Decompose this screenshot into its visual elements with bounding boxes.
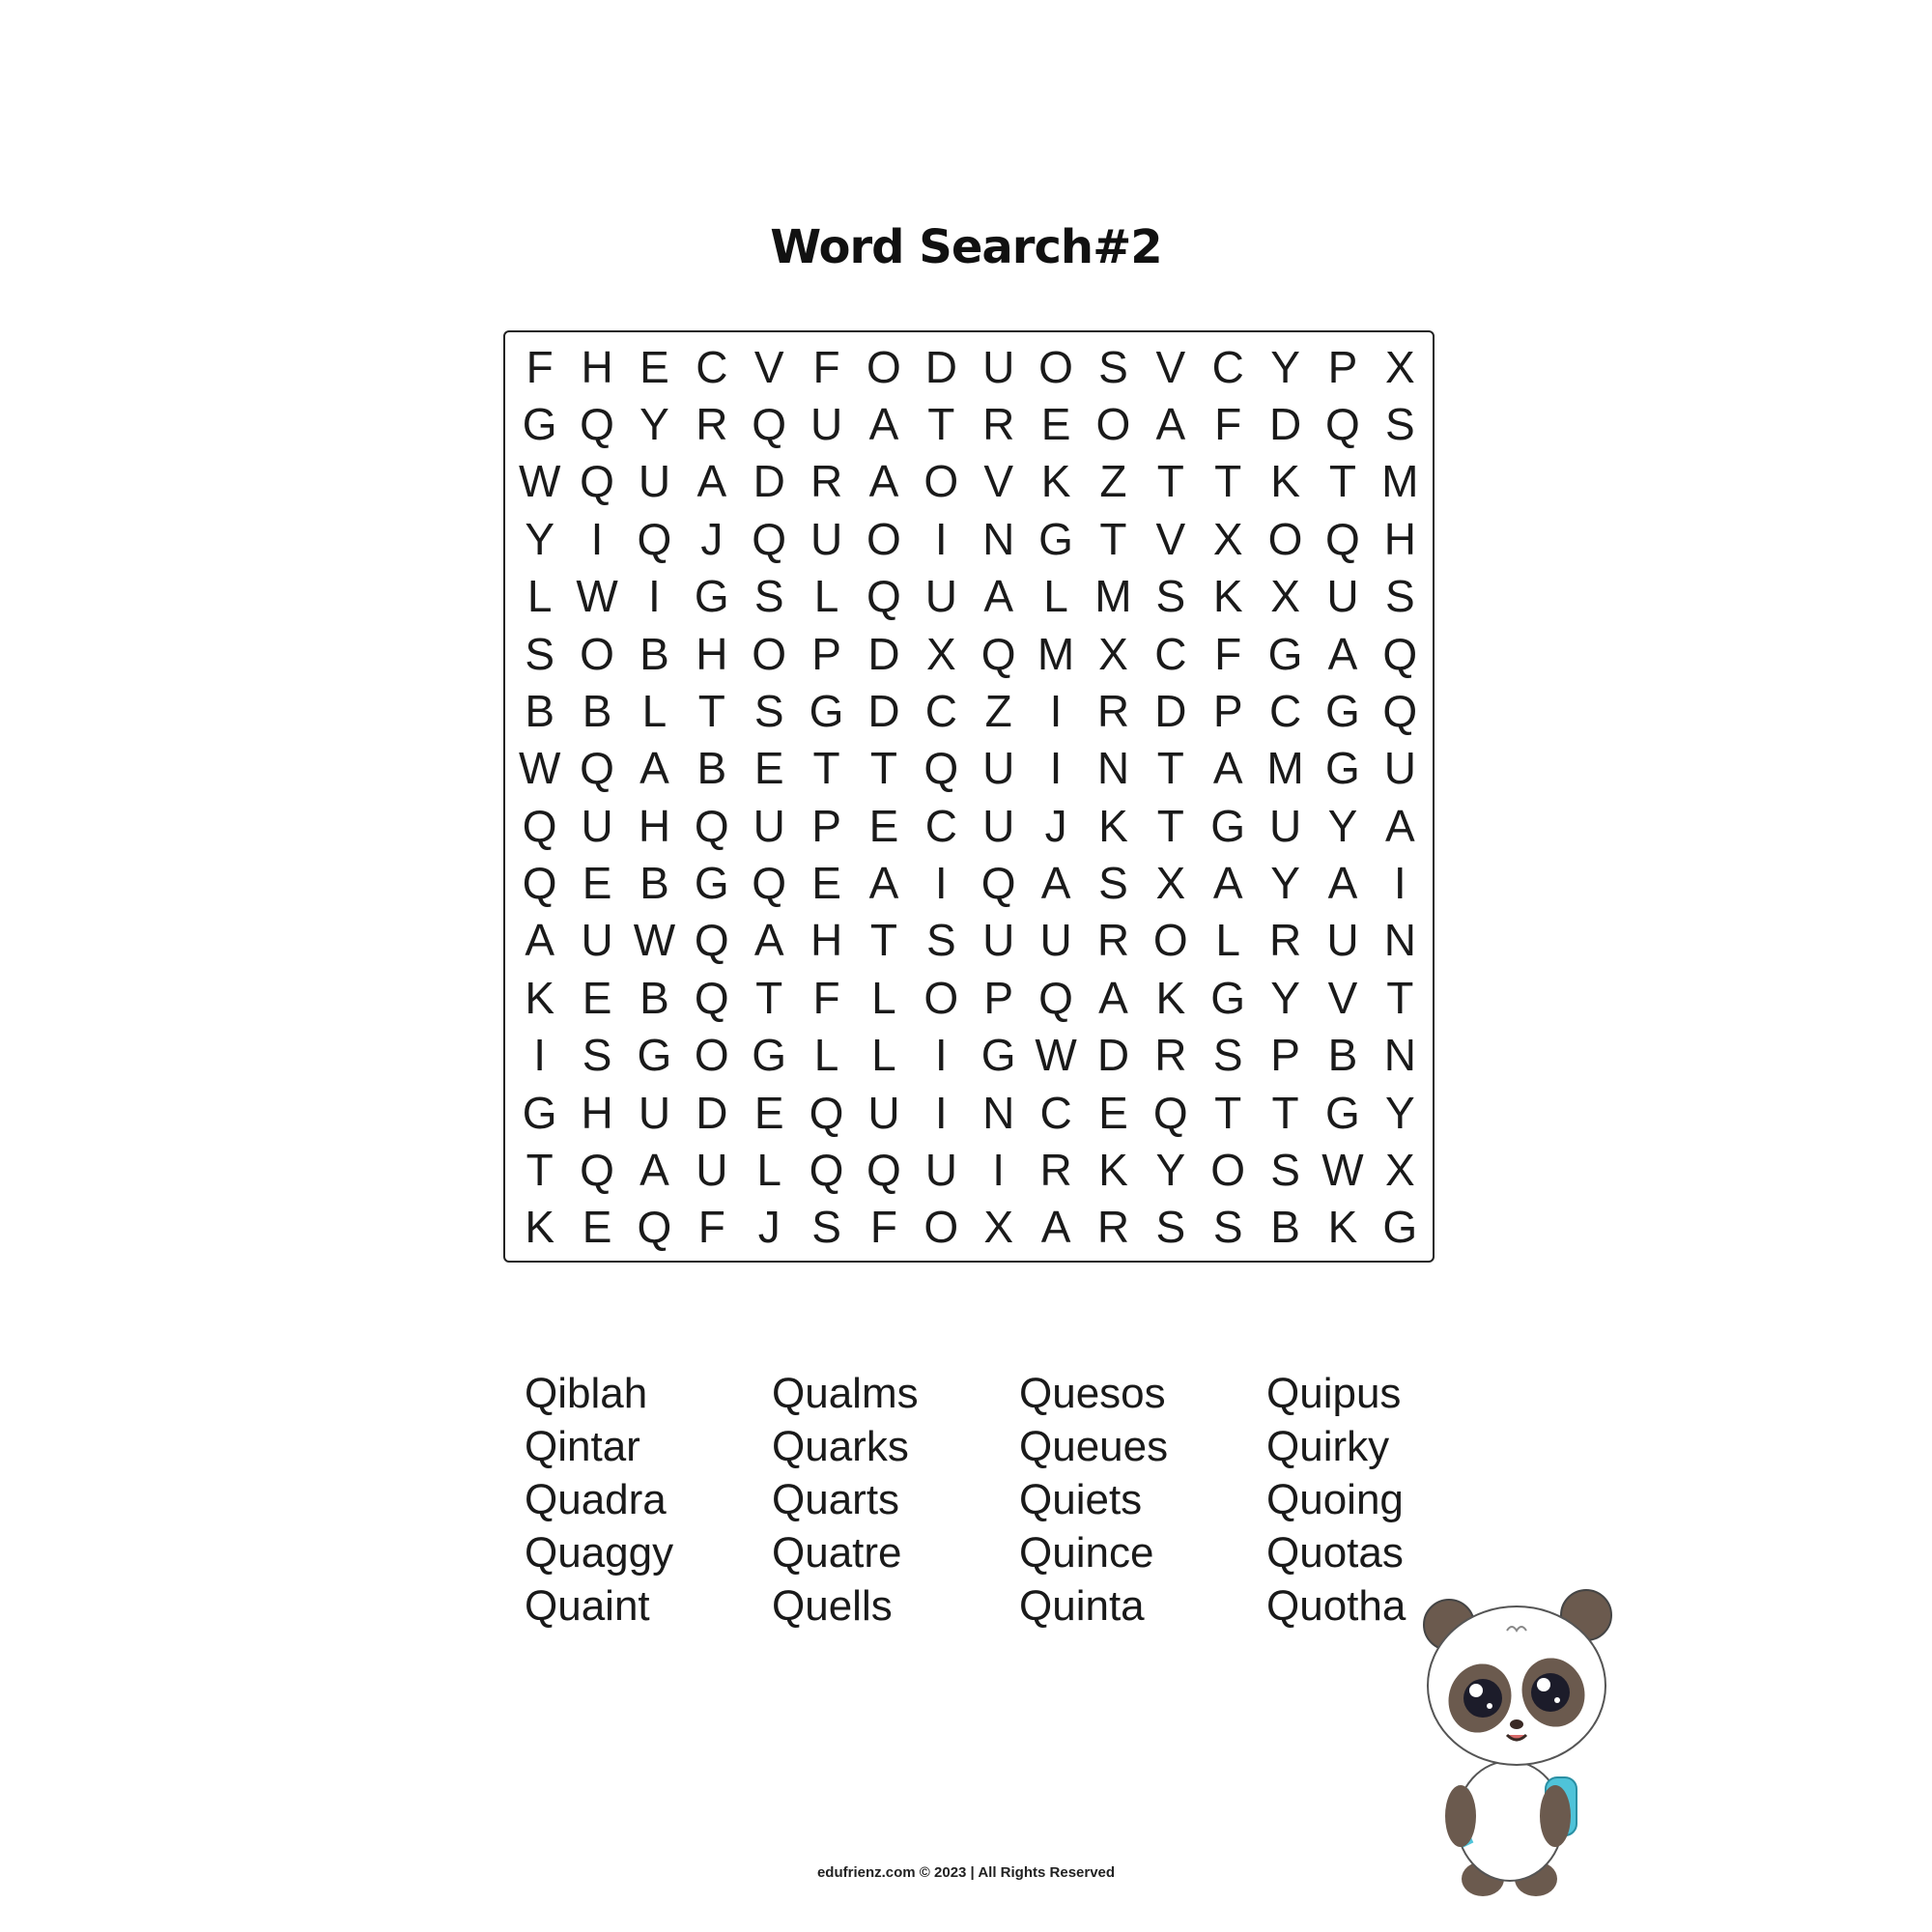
grid-letter-cell[interactable]: U	[1383, 743, 1416, 794]
grid-letter-cell[interactable]: A	[696, 456, 727, 507]
grid-letter-cell[interactable]: C	[1211, 341, 1244, 392]
grid-letter-cell[interactable]: Q	[980, 858, 1016, 909]
grid-letter-cell[interactable]: B	[639, 628, 669, 679]
grid-letter-cell[interactable]: X	[925, 628, 956, 679]
grid-letter-cell[interactable]: Q	[752, 513, 787, 564]
grid-letter-cell[interactable]: V	[1155, 341, 1186, 392]
grid-letter-cell[interactable]: Y	[1155, 1144, 1186, 1195]
grid-letter-cell[interactable]: U	[1039, 915, 1072, 966]
grid-letter-cell[interactable]: U	[810, 513, 843, 564]
grid-letter-cell[interactable]: U	[867, 1087, 900, 1138]
word-list-item: Quotha	[1266, 1582, 1406, 1630]
grid-letter-cell[interactable]: A	[1155, 399, 1186, 450]
grid-letter-cell[interactable]: O	[923, 972, 959, 1023]
grid-letter-cell[interactable]: G	[980, 1030, 1016, 1081]
grid-letter-cell[interactable]: T	[1386, 972, 1414, 1023]
grid-letter-cell[interactable]: K	[1212, 571, 1243, 622]
grid-letter-cell[interactable]: Q	[580, 456, 614, 507]
grid-letter-cell[interactable]: J	[700, 513, 724, 564]
grid-letter-cell[interactable]: P	[1270, 1030, 1300, 1081]
grid-letter-cell[interactable]: T	[1099, 513, 1127, 564]
grid-letter-cell[interactable]: I	[590, 513, 604, 564]
grid-letter-cell[interactable]: A	[1384, 800, 1415, 851]
grid-letter-cell[interactable]: A	[1212, 858, 1243, 909]
grid-letter-cell[interactable]: U	[581, 915, 613, 966]
copyright-footer: edufrienz.com © 2023 | All Rights Reserved	[816, 1864, 1116, 1881]
grid-letter-cell[interactable]: R	[1154, 1030, 1187, 1081]
grid-letter-cell[interactable]: U	[982, 341, 1015, 392]
grid-letter-cell[interactable]: U	[638, 1087, 671, 1138]
grid-letter-cell[interactable]: A	[1040, 1202, 1071, 1253]
grid-letter-cell[interactable]: D	[1096, 1030, 1130, 1081]
grid-letter-cell[interactable]: L	[813, 571, 839, 622]
grid-letter-cell[interactable]: M	[1266, 743, 1304, 794]
grid-letter-cell[interactable]: Q	[637, 513, 672, 564]
grid-letter-cell[interactable]: Q	[752, 858, 787, 909]
grid-letter-cell[interactable]: U	[924, 1144, 957, 1195]
grid-letter-cell[interactable]: G	[1382, 1202, 1418, 1253]
grid-letter-cell[interactable]: T	[755, 972, 783, 1023]
grid-letter-cell[interactable]: J	[1044, 800, 1067, 851]
grid-letter-cell[interactable]: H	[581, 1087, 613, 1138]
grid-letter-cell[interactable]: F	[812, 972, 840, 1023]
grid-letter-cell[interactable]: R	[1096, 685, 1130, 736]
grid-letter-cell[interactable]: G	[1325, 743, 1360, 794]
grid-letter-cell[interactable]: O	[867, 513, 901, 564]
grid-letter-cell[interactable]: T	[1328, 456, 1356, 507]
grid-letter-cell[interactable]: O	[1152, 915, 1188, 966]
grid-letter-cell[interactable]: L	[756, 1144, 781, 1195]
grid-letter-cell[interactable]: Q	[694, 915, 729, 966]
word-list-item: Qintar	[525, 1423, 640, 1470]
grid-letter-cell[interactable]: R	[1096, 1202, 1130, 1253]
grid-letter-cell[interactable]: I	[934, 1030, 948, 1081]
word-list-item: Quadra	[525, 1476, 667, 1523]
grid-letter-cell[interactable]: H	[696, 628, 728, 679]
grid-letter-cell[interactable]: W	[518, 743, 561, 794]
grid-letter-cell[interactable]: O	[694, 1030, 729, 1081]
grid-letter-cell[interactable]: Q	[580, 743, 614, 794]
word-list-item: Quatre	[772, 1529, 902, 1577]
grid-letter-cell[interactable]: S	[753, 685, 784, 736]
grid-letter-cell[interactable]: G	[752, 1030, 787, 1081]
grid-letter-cell[interactable]: A	[639, 1144, 669, 1195]
grid-letter-cell[interactable]: K	[525, 1202, 555, 1253]
word-list-item: Quiets	[1019, 1476, 1143, 1523]
grid-letter-cell[interactable]: L	[1043, 571, 1068, 622]
grid-letter-cell[interactable]: O	[1095, 399, 1131, 450]
grid-letter-cell[interactable]: S	[1212, 1202, 1243, 1253]
grid-letter-cell[interactable]: O	[752, 628, 787, 679]
grid-letter-cell[interactable]: L	[641, 685, 668, 736]
word-list-item: Quinta	[1019, 1582, 1145, 1630]
grid-letter-cell[interactable]: R	[810, 456, 843, 507]
grid-letter-cell[interactable]: T	[869, 743, 897, 794]
grid-letter-cell[interactable]: B	[582, 685, 612, 736]
grid-letter-cell[interactable]: N	[1383, 915, 1416, 966]
grid-letter-cell[interactable]: I	[992, 1144, 1006, 1195]
grid-letter-cell[interactable]: I	[1049, 743, 1063, 794]
grid-letter-cell[interactable]: O	[923, 456, 959, 507]
grid-letter-cell[interactable]: A	[868, 858, 899, 909]
grid-letter-cell[interactable]: G	[1325, 685, 1360, 736]
grid-letter-cell[interactable]: R	[1039, 1144, 1072, 1195]
grid-letter-cell[interactable]: B	[525, 685, 555, 736]
grid-letter-cell[interactable]: U	[924, 571, 957, 622]
grid-letter-cell[interactable]: D	[867, 685, 900, 736]
grid-letter-cell[interactable]: Q	[637, 1202, 672, 1253]
grid-letter-cell[interactable]: T	[1214, 1087, 1242, 1138]
grid-letter-cell[interactable]: O	[580, 628, 614, 679]
grid-letter-cell[interactable]: U	[982, 915, 1015, 966]
grid-letter-cell[interactable]: L	[813, 1030, 839, 1081]
grid-letter-cell[interactable]: E	[1040, 399, 1071, 450]
panda-mascot-icon	[1410, 1584, 1623, 1903]
grid-letter-cell[interactable]: U	[696, 1144, 728, 1195]
grid-letter-cell[interactable]: O	[1038, 341, 1073, 392]
grid-letter-cell[interactable]: T	[869, 915, 897, 966]
grid-letter-cell[interactable]: S	[525, 628, 555, 679]
grid-letter-cell[interactable]: C	[924, 800, 957, 851]
grid-letter-cell[interactable]: G	[522, 1087, 557, 1138]
word-list-item: Quoing	[1266, 1476, 1404, 1523]
grid-letter-cell[interactable]: U	[1326, 915, 1359, 966]
grid-letter-cell[interactable]: G	[1210, 972, 1246, 1023]
word-list-item: Quotas	[1266, 1529, 1404, 1577]
grid-letter-cell[interactable]: S	[1098, 858, 1128, 909]
grid-letter-cell[interactable]: A	[1327, 628, 1358, 679]
grid-letter-cell[interactable]: P	[1327, 341, 1358, 392]
page-title: Word Search#2	[770, 220, 1162, 274]
grid-letter-cell[interactable]: A	[639, 743, 669, 794]
grid-letter-cell[interactable]: C	[924, 685, 957, 736]
grid-letter-cell[interactable]: S	[811, 1202, 841, 1253]
grid-letter-cell[interactable]: X	[1270, 571, 1300, 622]
grid-letter-cell[interactable]: Q	[1152, 1087, 1188, 1138]
grid-letter-cell[interactable]: K	[1155, 972, 1186, 1023]
grid-letter-cell[interactable]: T	[812, 743, 840, 794]
grid-letter-cell[interactable]: A	[1212, 743, 1243, 794]
grid-letter-cell[interactable]: S	[1384, 399, 1415, 450]
grid-letter-cell[interactable]: X	[1384, 341, 1415, 392]
grid-letter-cell[interactable]: Y	[1270, 858, 1300, 909]
grid-letter-cell[interactable]: J	[757, 1202, 781, 1253]
word-list-item: Quarts	[772, 1476, 900, 1523]
grid-letter-cell[interactable]: X	[1212, 513, 1243, 564]
grid-letter-cell[interactable]: T	[927, 399, 955, 450]
grid-letter-cell[interactable]: D	[753, 456, 785, 507]
word-list-item: Quaint	[525, 1582, 650, 1630]
grid-letter-cell[interactable]: T	[1271, 1087, 1299, 1138]
grid-letter-cell[interactable]: A	[868, 399, 899, 450]
grid-letter-cell[interactable]: M	[1381, 456, 1419, 507]
grid-letter-cell[interactable]: X	[983, 1202, 1014, 1253]
grid-letter-cell[interactable]: Y	[1384, 1087, 1415, 1138]
grid-letter-cell[interactable]: Q	[1325, 513, 1360, 564]
grid-letter-cell[interactable]: P	[811, 628, 841, 679]
grid-letter-cell[interactable]: G	[694, 571, 729, 622]
grid-letter-cell[interactable]: B	[639, 858, 669, 909]
grid-letter-cell[interactable]: A	[525, 915, 555, 966]
grid-letter-cell[interactable]: L	[526, 571, 553, 622]
grid-letter-cell[interactable]: O	[1210, 1144, 1246, 1195]
grid-letter-cell[interactable]: Q	[1382, 628, 1418, 679]
grid-letter-cell[interactable]: A	[1327, 858, 1358, 909]
grid-letter-cell[interactable]: U	[581, 800, 613, 851]
word-list-item: Quells	[772, 1582, 893, 1630]
grid-letter-cell[interactable]: C	[1039, 1087, 1072, 1138]
grid-letter-cell[interactable]: A	[1098, 972, 1128, 1023]
grid-letter-cell[interactable]: Q	[809, 1087, 844, 1138]
grid-letter-cell[interactable]: W	[576, 571, 618, 622]
grid-letter-cell[interactable]: Q	[867, 1144, 901, 1195]
word-list-item: Quaggy	[525, 1529, 674, 1577]
grid-letter-cell[interactable]: R	[1268, 915, 1302, 966]
grid-letter-cell[interactable]: T	[1214, 456, 1242, 507]
grid-letter-cell[interactable]: S	[925, 915, 956, 966]
grid-letter-cell[interactable]: K	[1098, 1144, 1128, 1195]
grid-letter-cell[interactable]: Q	[980, 628, 1016, 679]
grid-letter-cell[interactable]: V	[753, 341, 784, 392]
grid-letter-cell[interactable]: T	[526, 1144, 554, 1195]
grid-letter-cell[interactable]: V	[1327, 972, 1358, 1023]
grid-letter-cell[interactable]: Z	[984, 685, 1012, 736]
grid-letter-cell[interactable]: F	[526, 341, 554, 392]
grid-letter-cell[interactable]: Y	[1270, 972, 1300, 1023]
grid-letter-cell[interactable]: S	[1270, 1144, 1300, 1195]
grid-letter-cell[interactable]: O	[867, 341, 901, 392]
grid-letter-cell[interactable]: X	[1384, 1144, 1415, 1195]
grid-letter-cell[interactable]: E	[753, 743, 784, 794]
word-list-item: Qiblah	[525, 1370, 648, 1417]
grid-letter-cell[interactable]: Y	[1327, 800, 1358, 851]
grid-letter-cell[interactable]: I	[1049, 685, 1063, 736]
word-list	[525, 1367, 1510, 1633]
grid-letter-cell[interactable]: W	[1321, 1144, 1364, 1195]
grid-letter-cell[interactable]: Q	[580, 399, 614, 450]
grid-letter-cell[interactable]: Q	[923, 743, 959, 794]
grid-letter-cell[interactable]: G	[1210, 800, 1246, 851]
grid-letter-cell[interactable]: V	[983, 456, 1014, 507]
grid-letter-cell[interactable]: I	[934, 858, 948, 909]
grid-letter-cell[interactable]: Q	[809, 1144, 844, 1195]
grid-letter-cell[interactable]: U	[753, 800, 785, 851]
grid-letter-cell[interactable]: M	[1094, 571, 1132, 622]
grid-letter-cell[interactable]: H	[1383, 513, 1416, 564]
grid-letter-cell[interactable]: D	[867, 628, 900, 679]
grid-letter-cell[interactable]: A	[868, 456, 899, 507]
grid-letter-cell[interactable]: X	[1098, 628, 1128, 679]
grid-letter-cell[interactable]: V	[1155, 513, 1186, 564]
grid-letter-cell[interactable]: M	[1037, 628, 1075, 679]
grid-letter-cell[interactable]: Y	[639, 399, 669, 450]
grid-letter-cell[interactable]: E	[811, 858, 841, 909]
grid-letter-cell[interactable]: H	[638, 800, 671, 851]
grid-letter-cell[interactable]: G	[1267, 628, 1303, 679]
word-list-item: Queues	[1019, 1423, 1169, 1470]
grid-letter-cell[interactable]: A	[983, 571, 1014, 622]
grid-letter-cell[interactable]: K	[1098, 800, 1128, 851]
grid-letter-cell[interactable]: C	[1154, 628, 1187, 679]
grid-letter-cell[interactable]: F	[697, 1202, 725, 1253]
grid-letter-cell[interactable]: S	[1212, 1030, 1243, 1081]
grid-letter-cell[interactable]: E	[582, 1202, 612, 1253]
grid-letter-cell[interactable]: G	[1325, 1087, 1360, 1138]
grid-letter-cell[interactable]: I	[934, 1087, 948, 1138]
grid-letter-cell[interactable]: T	[1156, 743, 1184, 794]
grid-letter-cell[interactable]: Q	[694, 800, 729, 851]
grid-letter-cell[interactable]: G	[637, 1030, 672, 1081]
grid-letter-cell[interactable]: Q	[522, 858, 557, 909]
word-search-grid-frame	[503, 330, 1435, 1263]
grid-letter-cell[interactable]: Q	[752, 399, 787, 450]
grid-letter-cell[interactable]: E	[1098, 1087, 1128, 1138]
grid-letter-cell[interactable]: P	[811, 800, 841, 851]
grid-letter-cell[interactable]: R	[696, 399, 728, 450]
grid-letter-cell[interactable]: S	[1155, 1202, 1186, 1253]
grid-letter-cell[interactable]: S	[582, 1030, 612, 1081]
word-list-item: Quarks	[772, 1423, 909, 1470]
grid-letter-cell[interactable]: F	[1214, 628, 1242, 679]
grid-letter-cell[interactable]: B	[1270, 1202, 1300, 1253]
grid-letter-cell[interactable]: L	[871, 1030, 896, 1081]
grid-letter-cell[interactable]: K	[525, 972, 555, 1023]
grid-letter-cell[interactable]: N	[982, 513, 1015, 564]
grid-letter-cell[interactable]: H	[581, 341, 613, 392]
grid-letter-cell[interactable]: G	[809, 685, 844, 736]
grid-letter-cell[interactable]: W	[1035, 1030, 1077, 1081]
word-list-item: Quirky	[1266, 1423, 1390, 1470]
grid-letter-cell[interactable]: F	[869, 1202, 897, 1253]
grid-letter-cell[interactable]: E	[582, 972, 612, 1023]
grid-letter-cell[interactable]: I	[648, 571, 661, 622]
grid-letter-cell[interactable]: Q	[867, 571, 901, 622]
grid-letter-cell[interactable]: F	[1214, 399, 1242, 450]
grid-letter-cell[interactable]: D	[696, 1087, 728, 1138]
grid-letter-cell[interactable]: I	[934, 513, 948, 564]
grid-letter-cell[interactable]: P	[1212, 685, 1243, 736]
grid-letter-cell[interactable]: Q	[1382, 685, 1418, 736]
grid-letter-cell[interactable]: E	[582, 858, 612, 909]
grid-letter-cell[interactable]: B	[639, 972, 669, 1023]
grid-letter-cell[interactable]: S	[1098, 341, 1128, 392]
grid-letter-cell[interactable]: G	[1038, 513, 1073, 564]
grid-letter-cell[interactable]: T	[1156, 456, 1184, 507]
grid-letter-cell[interactable]: D	[924, 341, 957, 392]
grid-letter-cell[interactable]: Q	[522, 800, 557, 851]
grid-letter-cell[interactable]: S	[1155, 571, 1186, 622]
grid-letter-cell[interactable]: S	[753, 571, 784, 622]
grid-letter-cell[interactable]: Y	[1270, 341, 1300, 392]
grid-letter-cell[interactable]: S	[1384, 571, 1415, 622]
grid-letter-cell[interactable]: W	[633, 915, 676, 966]
word-list-item: Quesos	[1019, 1370, 1166, 1417]
grid-letter-cell[interactable]: K	[1040, 456, 1071, 507]
grid-letter-cell[interactable]: Y	[525, 513, 555, 564]
grid-letter-cell[interactable]: L	[871, 972, 896, 1023]
grid-letter-cell[interactable]: Q	[1325, 399, 1360, 450]
grid-letter-cell[interactable]: T	[1156, 800, 1184, 851]
grid-letter-cell[interactable]: E	[753, 1087, 784, 1138]
grid-letter-cell[interactable]: G	[522, 399, 557, 450]
grid-letter-cell[interactable]: E	[639, 341, 669, 392]
grid-letter-cell[interactable]: I	[1393, 858, 1406, 909]
word-list-item: Qualms	[772, 1370, 919, 1417]
grid-letter-cell[interactable]: U	[638, 456, 671, 507]
word-list-item: Quipus	[1266, 1370, 1402, 1417]
grid-letter-cell[interactable]: U	[1326, 571, 1359, 622]
grid-letter-cell[interactable]: O	[923, 1202, 959, 1253]
grid-letter-cell[interactable]: Q	[1038, 972, 1073, 1023]
grid-letter-cell[interactable]: Z	[1099, 456, 1127, 507]
grid-letter-cell[interactable]: D	[1268, 399, 1302, 450]
grid-letter-cell[interactable]: Q	[580, 1144, 614, 1195]
grid-letter-cell[interactable]: N	[1383, 1030, 1416, 1081]
grid-letter-cell[interactable]: O	[1267, 513, 1303, 564]
grid-letter-cell[interactable]: D	[1154, 685, 1187, 736]
word-search-grid[interactable]	[511, 338, 1429, 1256]
grid-letter-cell[interactable]: G	[694, 858, 729, 909]
grid-letter-cell[interactable]: K	[1270, 456, 1300, 507]
grid-letter-cell[interactable]: U	[1268, 800, 1302, 851]
grid-letter-cell[interactable]: U	[982, 800, 1015, 851]
grid-letter-cell[interactable]: U	[810, 399, 843, 450]
grid-letter-cell[interactable]: Q	[694, 972, 729, 1023]
grid-letter-cell[interactable]: X	[1155, 858, 1186, 909]
grid-letter-cell[interactable]: N	[982, 1087, 1015, 1138]
grid-letter-cell[interactable]: E	[868, 800, 899, 851]
grid-letter-cell[interactable]: N	[1096, 743, 1130, 794]
grid-letter-cell[interactable]: C	[696, 341, 728, 392]
grid-letter-cell[interactable]: C	[1268, 685, 1302, 736]
grid-letter-cell[interactable]: B	[696, 743, 727, 794]
grid-letter-cell[interactable]: P	[983, 972, 1014, 1023]
grid-letter-cell[interactable]: I	[533, 1030, 547, 1081]
grid-letter-cell[interactable]: K	[1327, 1202, 1358, 1253]
grid-letter-cell[interactable]: L	[1215, 915, 1240, 966]
word-list-item: Quince	[1019, 1529, 1154, 1577]
grid-letter-cell[interactable]: F	[812, 341, 840, 392]
grid-letter-cell[interactable]: B	[1327, 1030, 1358, 1081]
grid-letter-cell[interactable]: W	[518, 456, 561, 507]
grid-letter-cell[interactable]: T	[697, 685, 725, 736]
grid-letter-cell[interactable]: A	[1040, 858, 1071, 909]
grid-letter-cell[interactable]: A	[753, 915, 784, 966]
grid-letter-cell[interactable]: U	[982, 743, 1015, 794]
grid-letter-cell[interactable]: R	[1096, 915, 1130, 966]
grid-letter-cell[interactable]: H	[810, 915, 843, 966]
grid-letter-cell[interactable]: R	[982, 399, 1015, 450]
